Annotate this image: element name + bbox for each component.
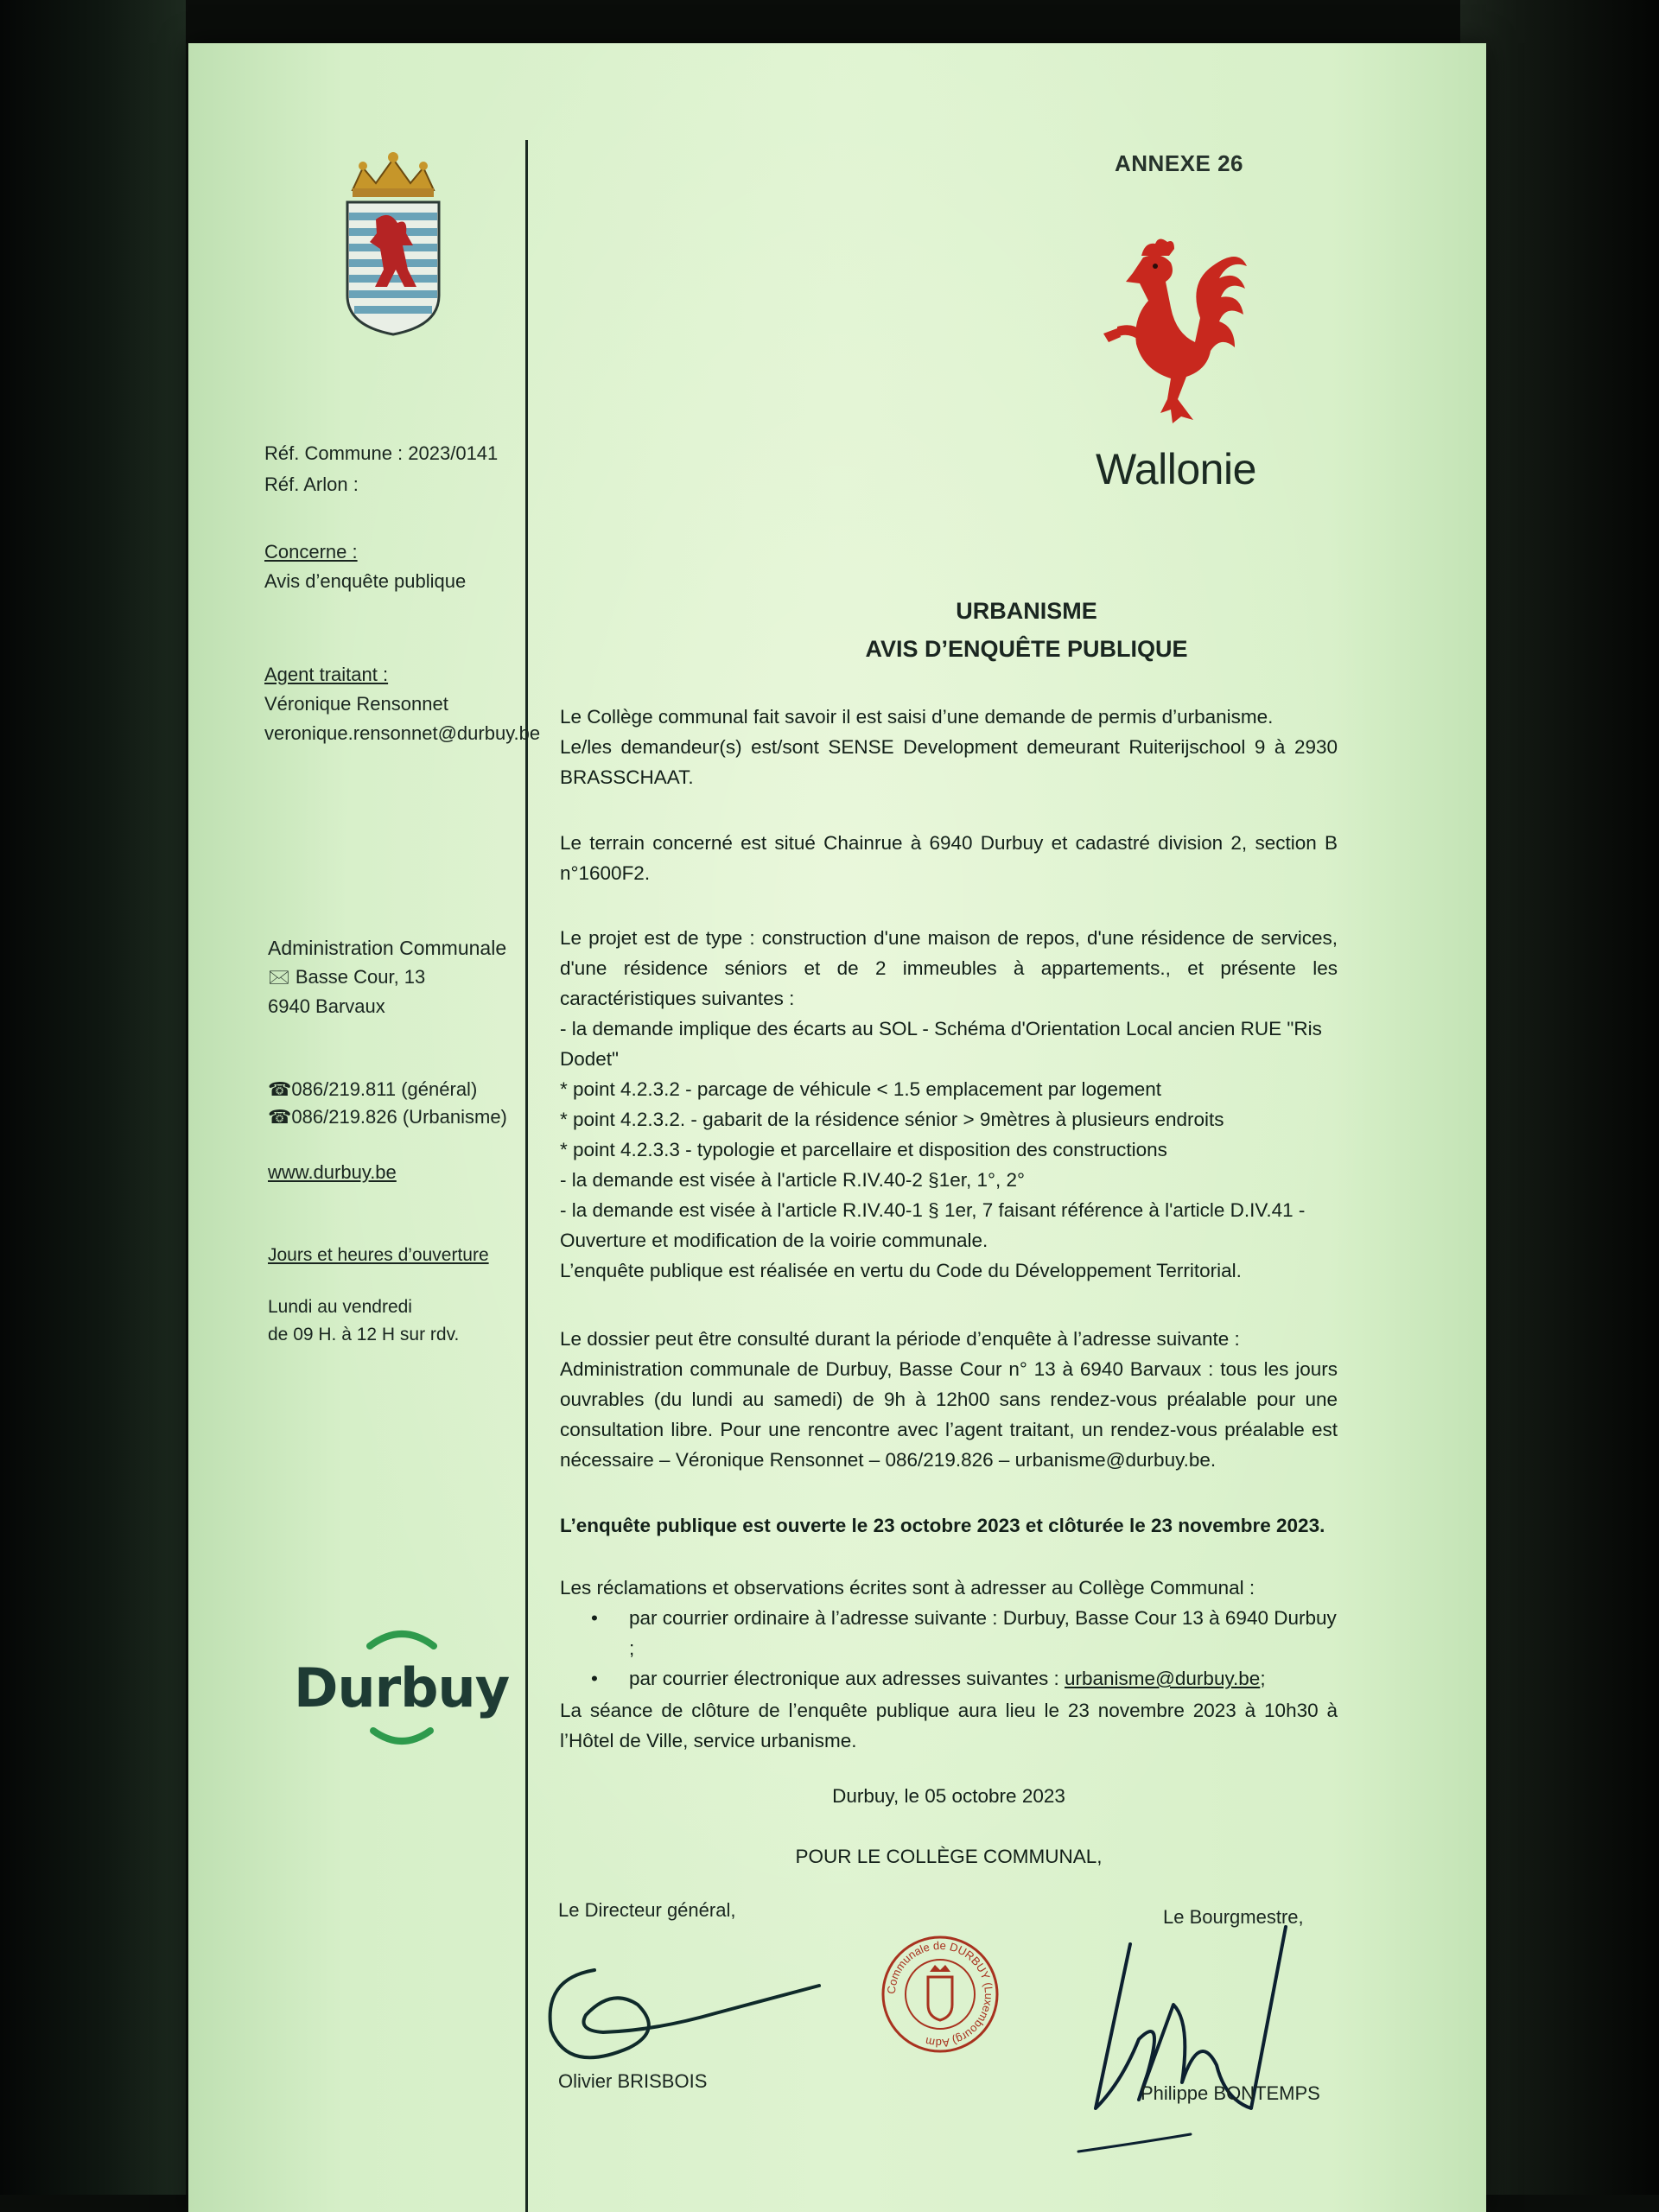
p3-item-typologie: * point 4.2.3.3 - typologie et parcellaire et disposition des constructions: [560, 1139, 1167, 1160]
p6-email-suffix: ;: [1260, 1668, 1266, 1689]
title-urbanisme: URBANISME: [956, 598, 1097, 624]
p1-line2: Le/les demandeur(s) est/sont SENSE Development demeurant Ruiterijschool 9 à 2930 BRASSCHAAT.: [560, 736, 1338, 788]
p4-details: Administration communale de Durbuy, Basse Cour n° 13 à 6940 Barvaux : tous les jours ouvrables (du lundi au samedi) de 9h à 12h00 sans rendez-vous préalable pour une consultation libre. Pour une rencontre avec l’agent traitant, un rendez-vous préalable est nécessaire – Véronique Rensonnet – 086/219.826 – urbanisme@durbuy.be.: [560, 1358, 1338, 1471]
p6-intro: Les réclamations et observations écrites sont à adresser au Collège Communal :: [560, 1577, 1255, 1599]
admin-city: 6940 Barvaux: [268, 995, 385, 1017]
phone-general: ☎086/219.811 (général): [268, 1078, 478, 1100]
website-link[interactable]: www.durbuy.be: [268, 1161, 397, 1183]
mayor-signature: [1070, 1892, 1294, 2169]
p6-bullet-post: • par courrier ordinaire à l’adresse suivante : Durbuy, Basse Cour 13 à 6940 Durbuy ;: [560, 1603, 1338, 1663]
title-avis: AVIS D’ENQUÊTE PUBLIQUE: [865, 636, 1188, 662]
p3-intro: Le projet est de type : construction d'une maison de repos, d'une résidence de services, d'une résidence séniors et de 2 immeubles à appartements., et présente les caractéristiques suivantes :: [560, 927, 1338, 1009]
p3-item-sol: - la demande implique des écarts au SOL - Schéma d'Orientation Local ancien RUE "Ris Dodet": [560, 1018, 1322, 1070]
agent-email[interactable]: veronique.rensonnet@durbuy.be: [264, 722, 541, 744]
wallonie-wordmark: Wallonie: [1096, 445, 1256, 493]
admin-title: Administration Communale: [268, 937, 507, 959]
paragraph-applicant: [560, 702, 1338, 792]
display-frame-top: [0, 0, 1659, 43]
phone-urbanisme: ☎086/219.826 (Urbanisme): [268, 1106, 507, 1128]
durbuy-logo: [294, 1620, 510, 1758]
agent-label: Agent traitant :: [264, 664, 389, 685]
svg-text:Communale de DURBUY (Luxembour: [885, 1939, 995, 2050]
wallonia-rooster-icon: [1091, 232, 1255, 448]
p6-bullet-email: [560, 1663, 1338, 1694]
concerne-label: Concerne :: [264, 541, 358, 563]
p3-legal-basis: L’enquête publique est réalisée en vertu du Code du Développement Territorial.: [560, 1260, 1242, 1281]
annexe-label: ANNEXE 26: [1115, 150, 1243, 176]
paragraph-claims: [560, 1573, 1338, 1694]
mayor-title: Le Bourgmestre,: [1163, 1906, 1304, 1928]
stamp-text: Communale de DURBUY (Luxembourg) Adm: [884, 1938, 996, 2050]
notice-sheet: [188, 43, 1486, 2212]
director-title: Le Directeur général,: [558, 1899, 736, 1921]
durbuy-logo-text: Durbuy: [294, 1656, 510, 1719]
p3-item-article-40-1: - la demande est visée à l'article R.IV.40-1 § 1er, 7 faisant référence à l'article D.IV.41 - Ouverture et modification de la voirie communale.: [560, 1199, 1306, 1251]
concerne-value: Avis d’enquête publique: [264, 570, 467, 592]
admin-address: 🖂 Basse Cour, 13: [268, 966, 426, 988]
official-stamp: [880, 1934, 1001, 2055]
date-line: Durbuy, le 05 octobre 2023: [832, 1785, 1065, 1807]
durbuy-crest-icon: [337, 149, 449, 339]
p1-line1: Le Collège communal fait savoir il est saisi d’une demande de permis d’urbanisme.: [560, 706, 1274, 728]
agent-name: Véronique Rensonnet: [264, 693, 448, 715]
hours-time: de 09 H. à 12 H sur rdv.: [268, 1325, 460, 1344]
mayor-name: Philippe BONTEMPS: [1141, 2082, 1320, 2104]
p3-item-gabarit: * point 4.2.3.2. - gabarit de la résidence sénior > 9mètres à plusieurs endroits: [560, 1109, 1224, 1130]
p6-email-link[interactable]: urbanisme@durbuy.be: [1065, 1668, 1261, 1689]
ref-arlon: Réf. Arlon :: [264, 474, 359, 495]
director-name: Olivier BRISBOIS: [558, 2070, 708, 2092]
p6-email-prefix: par courrier électronique aux adresses suivantes :: [629, 1668, 1065, 1689]
column-divider: [525, 140, 528, 2212]
display-frame-left: [0, 0, 186, 2212]
paragraph-terrain: Le terrain concerné est situé Chainrue à 6940 Durbuy et cadastré division 2, section B n°1600F2.: [560, 832, 1338, 884]
ref-commune: Réf. Commune : 2023/0141: [264, 442, 499, 464]
p3-item-article-40-2: - la demande est visée à l'article R.IV.40-2 §1er, 1°, 2°: [560, 1169, 1026, 1191]
paragraph-consultation: [560, 1324, 1338, 1475]
p4-intro: Le dossier peut être consulté durant la période d’enquête à l’adresse suivante :: [560, 1328, 1240, 1350]
p3-item-parcage: * point 4.2.3.2 - parcage de véhicule < 1.5 emplacement par logement: [560, 1078, 1162, 1100]
paragraph-project: [560, 923, 1338, 1286]
display-frame-right: [1460, 0, 1659, 2212]
hours-days: Lundi au vendredi: [268, 1297, 412, 1317]
paragraph-closing-session: La séance de clôture de l’enquête publique aura lieu le 23 novembre 2023 à 10h30 à l’Hôtel de Ville, service urbanisme.: [560, 1700, 1338, 1751]
hours-label: Jours et heures d’ouverture: [268, 1245, 489, 1265]
college-line: POUR LE COLLÈGE COMMUNAL,: [795, 1846, 1103, 1867]
paragraph-dates: L’enquête publique est ouverte le 23 octobre 2023 et clôturée le 23 novembre 2023.: [560, 1515, 1325, 1536]
